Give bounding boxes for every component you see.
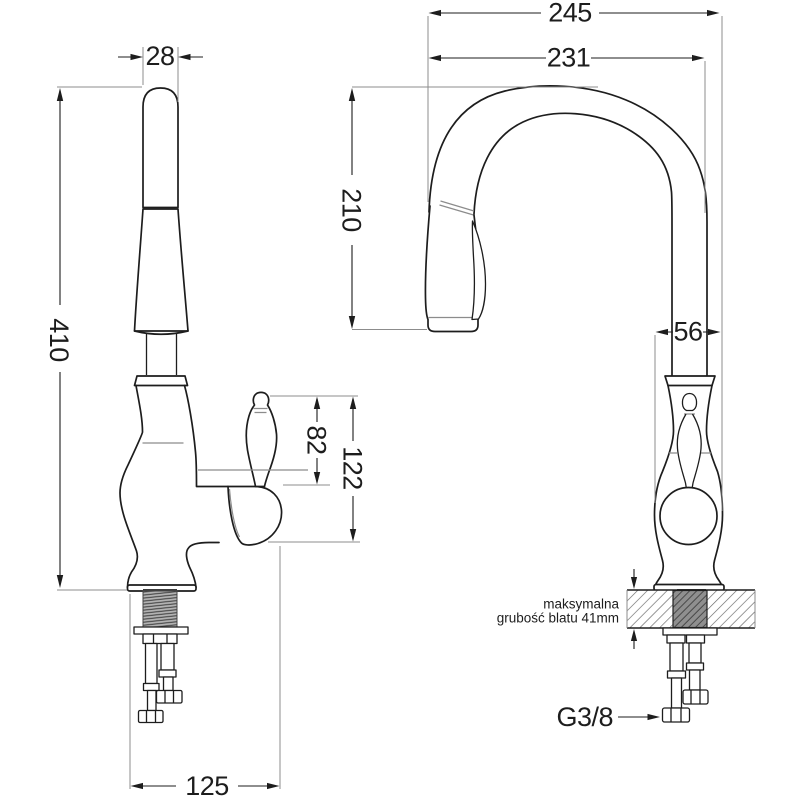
arrowhead xyxy=(631,629,637,641)
arrowhead xyxy=(131,54,144,60)
counter-thickness-callout xyxy=(497,569,637,649)
arrowhead xyxy=(349,88,355,101)
dimension-head-height xyxy=(268,397,368,543)
dim-spout-height-label: 210 xyxy=(336,188,367,232)
supply-hose-right xyxy=(157,644,183,704)
handle-lever xyxy=(246,392,276,486)
dimension-handle-height xyxy=(198,396,358,485)
arrowhead xyxy=(648,714,661,720)
arrowhead xyxy=(429,10,442,16)
counter-note-line1: maksymalna xyxy=(543,596,619,612)
arrowhead xyxy=(631,577,637,589)
hose-tube-lower xyxy=(164,677,174,691)
mounting-flange xyxy=(134,627,188,634)
handle-stem-front xyxy=(677,414,701,489)
arrowhead xyxy=(349,316,355,329)
hex-nut xyxy=(139,711,164,723)
hose-tube xyxy=(670,643,683,671)
hose-tube-lower xyxy=(148,691,157,711)
thread-size-label: G3/8 xyxy=(556,702,613,732)
dim-base-width-label: 125 xyxy=(185,771,229,800)
side-view xyxy=(120,88,282,723)
mounting-flange-front xyxy=(663,628,717,635)
body-front-circle xyxy=(660,488,717,545)
spray-head-seam xyxy=(440,201,475,215)
hose-tube xyxy=(689,643,701,663)
body-right-outline xyxy=(185,386,229,487)
arrowhead xyxy=(692,55,705,61)
arrowhead xyxy=(656,329,669,335)
hose-ring xyxy=(668,671,686,678)
hex-nut xyxy=(157,691,183,704)
supply-hose-front-left xyxy=(663,643,690,722)
body-front-right xyxy=(707,386,723,586)
dim-reach-spout-label: 231 xyxy=(546,42,591,73)
arrowhead xyxy=(57,575,63,588)
threaded-shank xyxy=(143,591,177,627)
thread-callout xyxy=(556,702,660,732)
wand-cone xyxy=(135,209,189,331)
body-front-left xyxy=(655,386,674,586)
hose-collar-right xyxy=(687,635,705,643)
front-view xyxy=(425,86,755,722)
arrowhead xyxy=(350,529,356,542)
dimension-spout-height xyxy=(337,87,599,330)
shank-through-counter xyxy=(673,591,707,628)
dimension-reach-spout xyxy=(429,43,706,214)
handle-knob-front xyxy=(682,394,696,411)
dim-reach-total-label: 245 xyxy=(548,0,592,28)
hose-tube-lower xyxy=(690,670,701,690)
arrowhead xyxy=(131,783,144,789)
side-spray-cap xyxy=(228,487,282,545)
dim-head-height-label: 122 xyxy=(337,446,368,490)
arrowhead xyxy=(314,472,320,485)
hex-nut xyxy=(683,690,708,704)
hose-ring xyxy=(144,684,160,691)
hose-ring xyxy=(159,670,176,677)
arrowhead xyxy=(178,54,191,60)
collar-front xyxy=(665,376,715,386)
mounting-block xyxy=(143,634,177,644)
countertop-section xyxy=(627,590,755,628)
dimension-total-height xyxy=(44,87,142,590)
dim-wand-width-label: 28 xyxy=(145,41,175,71)
dim-total-height-label: 410 xyxy=(44,318,74,362)
hose-ring xyxy=(687,663,704,670)
hose-tube xyxy=(146,644,158,684)
spray-trigger xyxy=(472,221,486,320)
spray-head xyxy=(425,206,479,332)
arrowhead xyxy=(708,329,721,335)
arrowhead xyxy=(314,397,320,410)
hose-collar-left xyxy=(667,635,685,643)
arrowhead xyxy=(57,88,63,101)
hex-nut xyxy=(663,708,690,722)
hose-tube-lower xyxy=(672,678,682,708)
arrowhead xyxy=(707,10,720,16)
supply-hose-front-right xyxy=(683,643,708,704)
counter-note-line2: grubość blatu 41mm xyxy=(496,610,619,626)
spout-inner-curve xyxy=(474,113,672,376)
dim-body-width-label: 56 xyxy=(673,316,703,347)
hose-tube xyxy=(161,644,174,671)
arrowhead xyxy=(429,55,442,61)
wand-outline xyxy=(143,88,178,208)
arrowhead xyxy=(350,397,356,410)
arrowhead xyxy=(267,783,280,789)
supply-hose-left xyxy=(139,644,164,723)
dim-handle-height-label: 82 xyxy=(301,425,332,455)
collar xyxy=(135,376,188,386)
